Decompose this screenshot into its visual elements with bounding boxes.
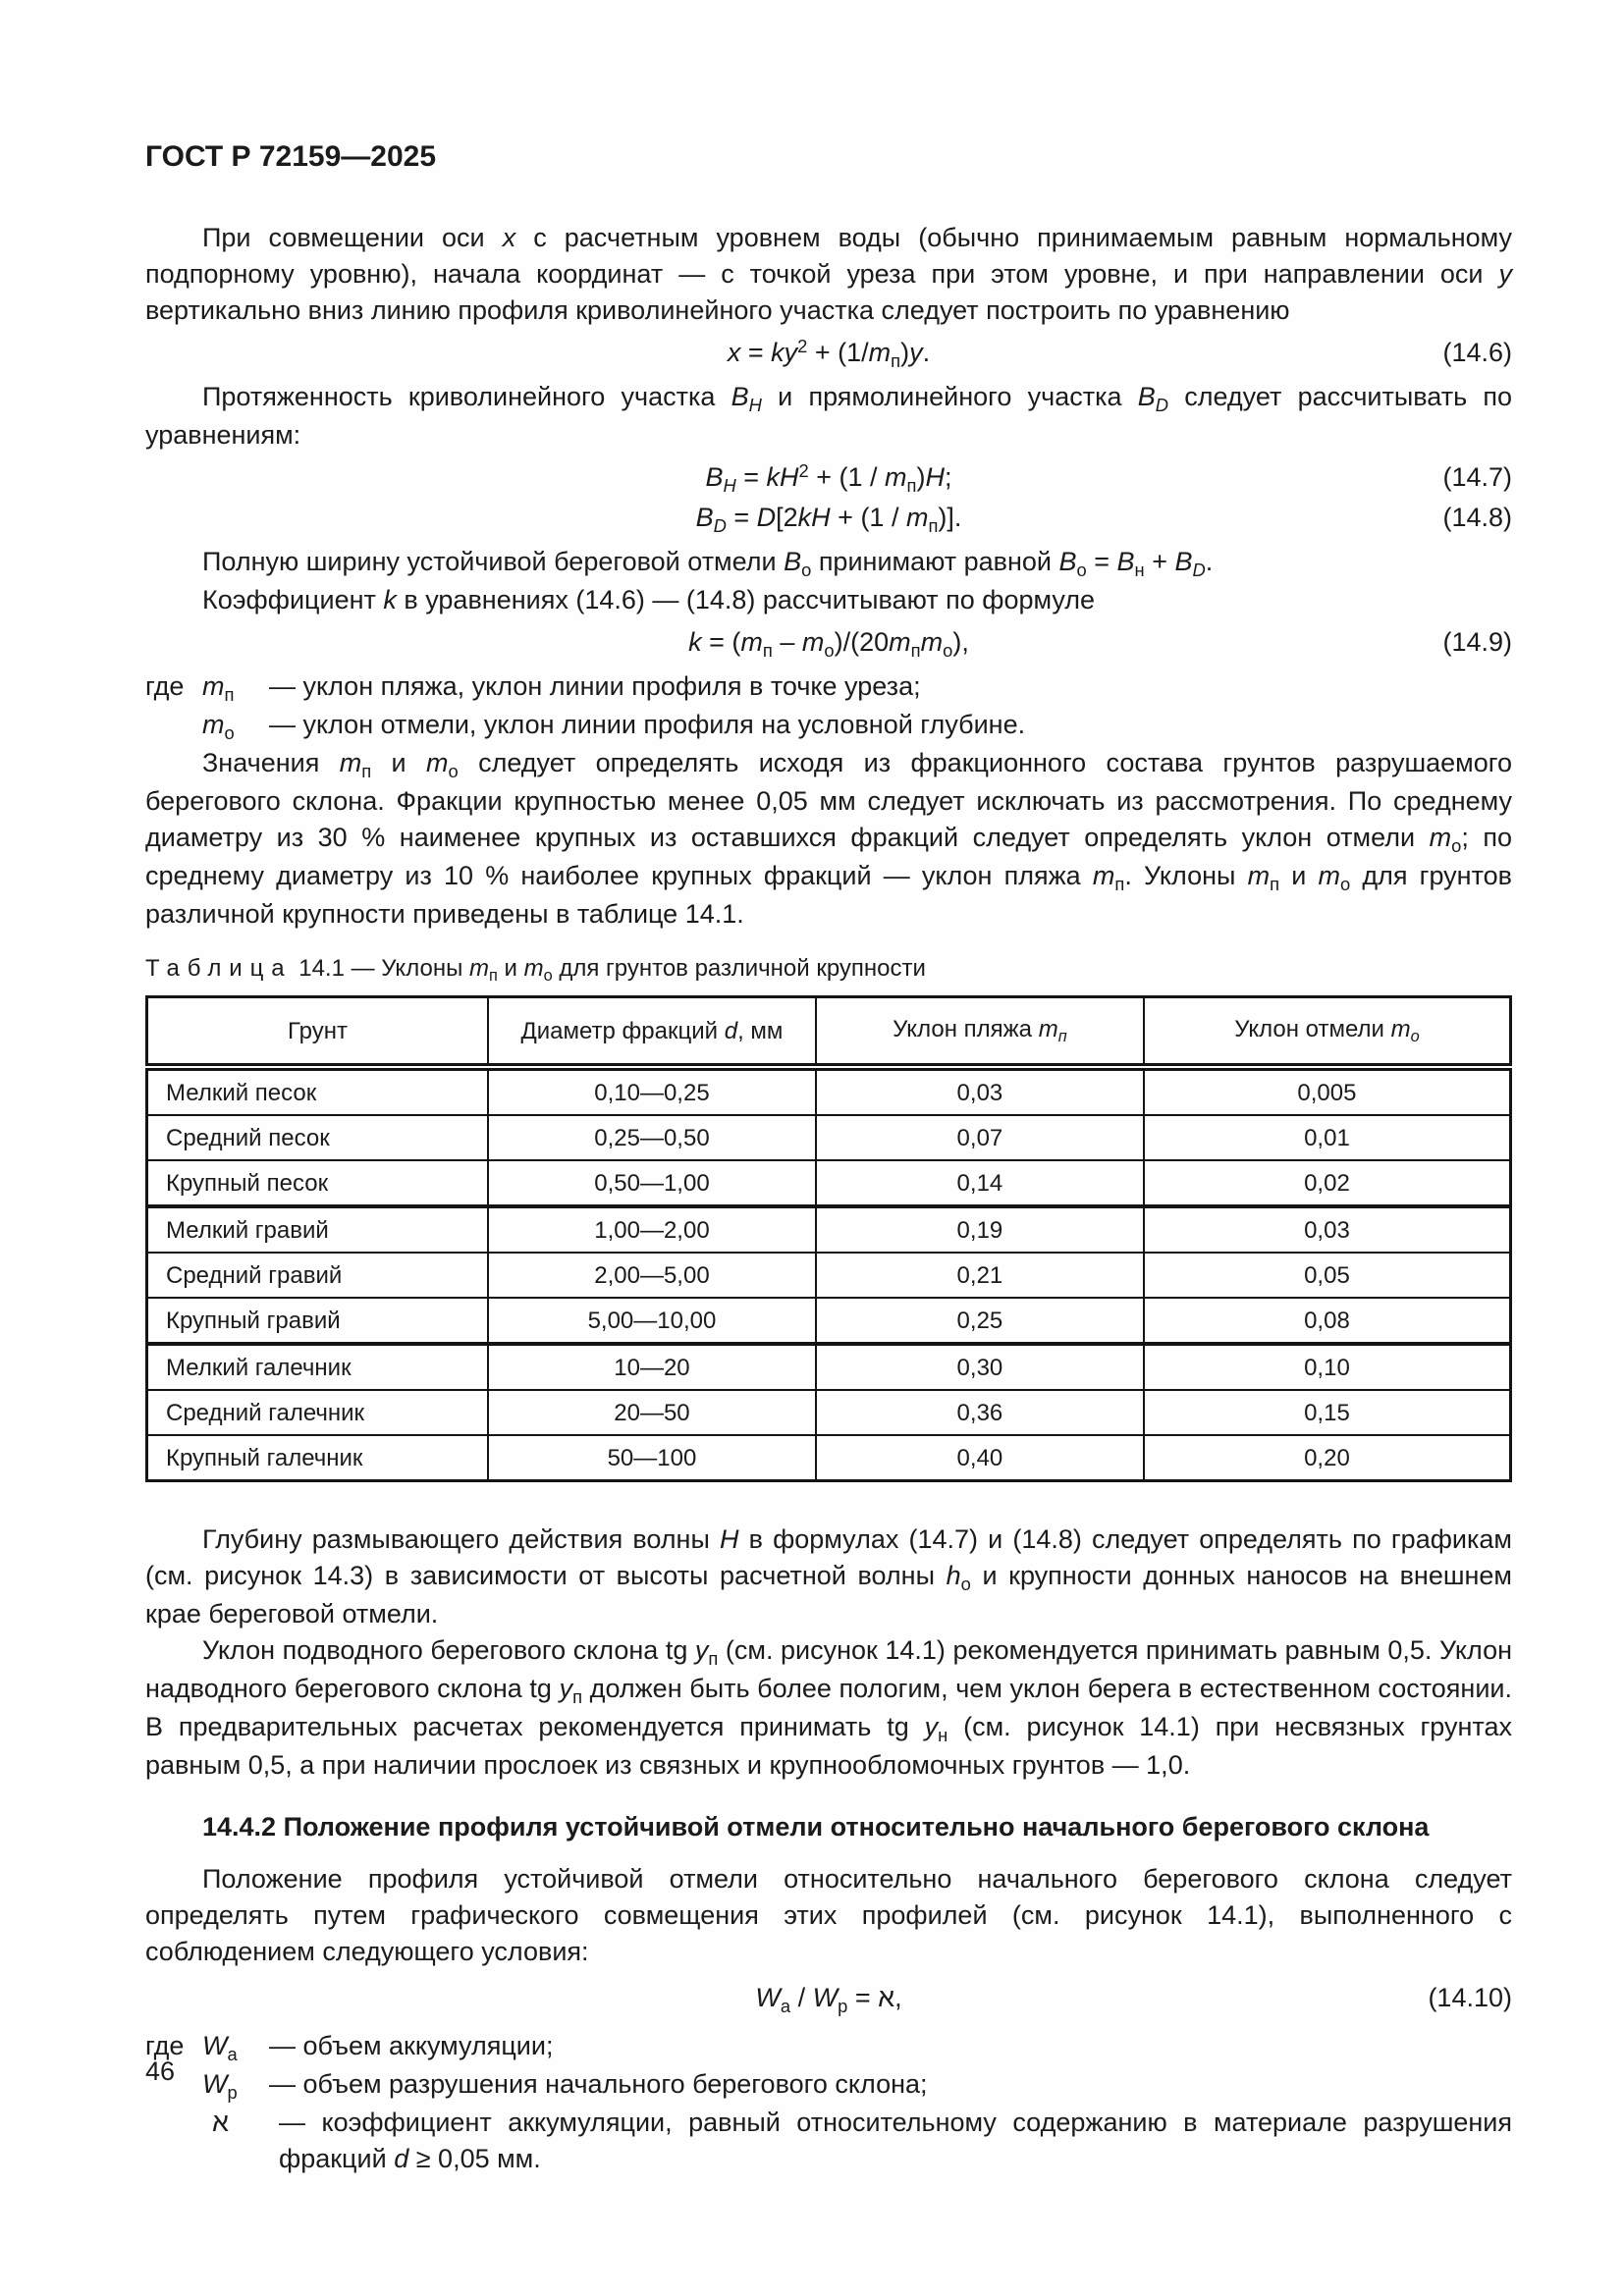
column-header: Уклон отмели $m_о$ [1144, 997, 1511, 1068]
table-cell: 0,50—1,00 [488, 1160, 816, 1206]
formula-14-7 [145, 459, 1512, 498]
section-heading-14-4-2: 14.4.2 Положение профиля устойчивой отмели относительно начального берегового склона [202, 1812, 1430, 1842]
formula-14-6 [145, 335, 1512, 373]
formula-14-10 [145, 1980, 1512, 2018]
table-cell: 0,15 [1144, 1390, 1511, 1435]
table-row [147, 1115, 1511, 1160]
table-cell: 0,08 [1144, 1298, 1511, 1344]
where-item [145, 707, 1512, 745]
where-list-slopes [145, 668, 1512, 745]
formula-number: (14.10) [1428, 1983, 1512, 2012]
table-cell: 5,00—10,00 [488, 1298, 816, 1344]
paragraph-coefficient: Коэффициент k в уравнениях (14.6) — (14.8) рассчитывают по формуле [202, 585, 1096, 614]
where-symbol: $m_о$ [202, 710, 235, 744]
table-cell: 0,19 [816, 1206, 1144, 1253]
table-row [147, 1067, 1511, 1115]
table-cell: Мелкий песок [147, 1067, 488, 1115]
where-prefix: где [145, 2031, 185, 2060]
table-cell: 0,10 [1144, 1344, 1511, 1390]
paragraph-axes: При совмещении оси x с расчетным уровнем воды (обычно принимаемым равным нормальному подпорному уровню), начала координат — с точкой уреза при этом уровне, и при направлении оси y вертикально вниз линию профиля криволинейного участка следует построить по уравнению [145, 223, 1512, 325]
formula-number: (14.7) [1442, 462, 1512, 492]
table-cell: 0,25 [816, 1298, 1144, 1344]
table-cell: Крупный песок [147, 1160, 488, 1206]
table-cell: 50—100 [488, 1435, 816, 1481]
formula-14-9 [145, 624, 1512, 663]
where-definition: — уклон отмели, уклон линии профиля на условной глубине. [269, 710, 1026, 739]
column-header: Грунт [147, 997, 488, 1068]
formula-number: (14.9) [1442, 627, 1512, 657]
table-row [147, 1390, 1511, 1435]
table-cell: 0,21 [816, 1253, 1144, 1298]
paragraph-values: Значения $m_п$ и $m_о$ следует определять исходя из фракционного состава грунтов разрушаемого берегового склона. Фракции крупностью менее 0,05 мм следует исключать из рассмотрения. По среднему диаметру из 30 % наименее крупных из оставшихся фракций следует определять уклон отмели $m_о$; по среднему диаметру из 10 % наиболее крупных фракций — уклон пляжа $m_п$. Уклоны $m_п$ и $m_о$ для грунтов различной крупности приведены в таблице 14.1. [145, 748, 1513, 929]
where-item [145, 2105, 1512, 2177]
formula-expression: $x = ky^2 + (1/m_п)y$. [727, 335, 931, 372]
table-cell: 0,30 [816, 1344, 1144, 1390]
where-symbol: $W_а$ [202, 2031, 238, 2065]
table-cell: Средний песок [147, 1115, 488, 1160]
table-cell: 1,00—2,00 [488, 1206, 816, 1253]
formula-number: (14.8) [1442, 503, 1512, 532]
where-list-volumes [145, 2028, 1512, 2177]
paragraph-full-width: Полную ширину устойчивой береговой отмели $B_о$ принимают равной $B_о = B_н + B_D$. [202, 547, 1214, 581]
formula-expression: $k = (m_п - m_о)/(20m_пm_о)$, [688, 627, 969, 662]
table-cell: Крупный гравий [147, 1298, 488, 1344]
formula-expression: $B_D = D[2kH + (1 / m_п)]$. [695, 503, 962, 537]
where-definition: — уклон пляжа, уклон линии профиля в точке уреза; [269, 671, 921, 701]
table-cell: 0,03 [1144, 1206, 1511, 1253]
table-header-row [147, 997, 1511, 1068]
table-row [147, 1160, 1511, 1206]
table-cell: 0,07 [816, 1115, 1144, 1160]
table-cell: Крупный галечник [147, 1435, 488, 1481]
where-definition: — объем разрушения начального берегового склона; [269, 2069, 928, 2099]
table-cell: 0,02 [1144, 1160, 1511, 1206]
table-cell: 0,25—0,50 [488, 1115, 816, 1160]
table-row [147, 1298, 1511, 1344]
where-item [145, 668, 1512, 707]
where-definition: — коэффициент аккумуляции, равный относительному содержанию в материале разрушения фракций d ≥ 0,05 мм. [279, 2108, 1512, 2173]
column-header: Диаметр фракций d, мм [488, 997, 816, 1068]
paragraph-underwater-slope: Уклон подводного берегового склона tg $y_п$ (см. рисунок 14.1) рекомендуется принимать равным 0,5. Уклон надводного берегового склона tg $y_п$ должен быть более пологим, чем уклон берега в естественном состоянии. В предварительных расчетах рекомендуется принимать tg $y_н$ (см. рисунок 14.1) при несвязных грунтах равным 0,5, а при наличии прослоек из связных и крупнообломочных грунтов — 1,0. [145, 1635, 1513, 1780]
table-row [147, 1253, 1511, 1298]
formula-expression: $W_а / W_р$ = א, [755, 1983, 902, 2017]
table-cell: 0,36 [816, 1390, 1144, 1435]
where-definition: — объем аккумуляции; [269, 2031, 554, 2060]
doc-number: ГОСТ Р 72159—2025 [145, 140, 437, 173]
table-cell: 20—50 [488, 1390, 816, 1435]
formula-number: (14.6) [1442, 338, 1512, 367]
table-row [147, 1206, 1511, 1253]
table-cell: 0,05 [1144, 1253, 1511, 1298]
where-prefix: где [145, 671, 185, 701]
paragraph-depth: Глубину размывающего действия волны H в формулах (14.7) и (14.8) следует определять по графикам (см. рисунок 14.3) в зависимости от высоты расчетной волны $h_о$ и крупности донных наносов на внешнем крае береговой отмели. [145, 1524, 1512, 1629]
table-cell: 10—20 [488, 1344, 816, 1390]
table-cell: 0,20 [1144, 1435, 1511, 1481]
formula-14-8 [145, 500, 1512, 538]
paragraph-profile-position: Положение профиля устойчивой отмели относительно начального берегового склона следует определять путем графического совмещения этих профилей (см. рисунок 14.1), выполненного с соблюдением следующего условия: [145, 1864, 1512, 1966]
column-header: Уклон пляжа $m_п$ [816, 997, 1144, 1068]
table-row [147, 1435, 1511, 1481]
where-symbol: א [212, 2108, 229, 2137]
table-cell: Средний гравий [147, 1253, 488, 1298]
table-cell: 0,10—0,25 [488, 1067, 816, 1115]
paragraph-lengths: Протяженность криволинейного участка $B_H$ и прямолинейного участка $B_D$ следует рассчитывать по уравнениям: [145, 382, 1512, 450]
table-cell: Мелкий галечник [147, 1344, 488, 1390]
where-symbol: $W_р$ [202, 2069, 238, 2104]
spacer [145, 1482, 1512, 1522]
page-number: 46 [145, 2056, 176, 2086]
table-cell: 0,03 [816, 1067, 1144, 1115]
table-14-1 [145, 995, 1512, 1482]
table-cell: 0,14 [816, 1160, 1144, 1206]
table-caption: Таблица 14.1 — Уклоны $m_п$ и $m_о$ для грунтов различной крупности [145, 955, 926, 986]
table-cell: 0,01 [1144, 1115, 1511, 1160]
table-cell: 0,005 [1144, 1067, 1511, 1115]
table-cell: 0,40 [816, 1435, 1144, 1481]
where-item [145, 2028, 1512, 2066]
formula-expression: $B_H = kH^2 + (1 / m_п)H$; [705, 459, 952, 497]
where-item [145, 2066, 1512, 2105]
table-row [147, 1344, 1511, 1390]
where-symbol: $m_п$ [202, 671, 235, 706]
table-cell: Мелкий гравий [147, 1206, 488, 1253]
table-cell: 2,00—5,00 [488, 1253, 816, 1298]
table-cell: Средний галечник [147, 1390, 488, 1435]
